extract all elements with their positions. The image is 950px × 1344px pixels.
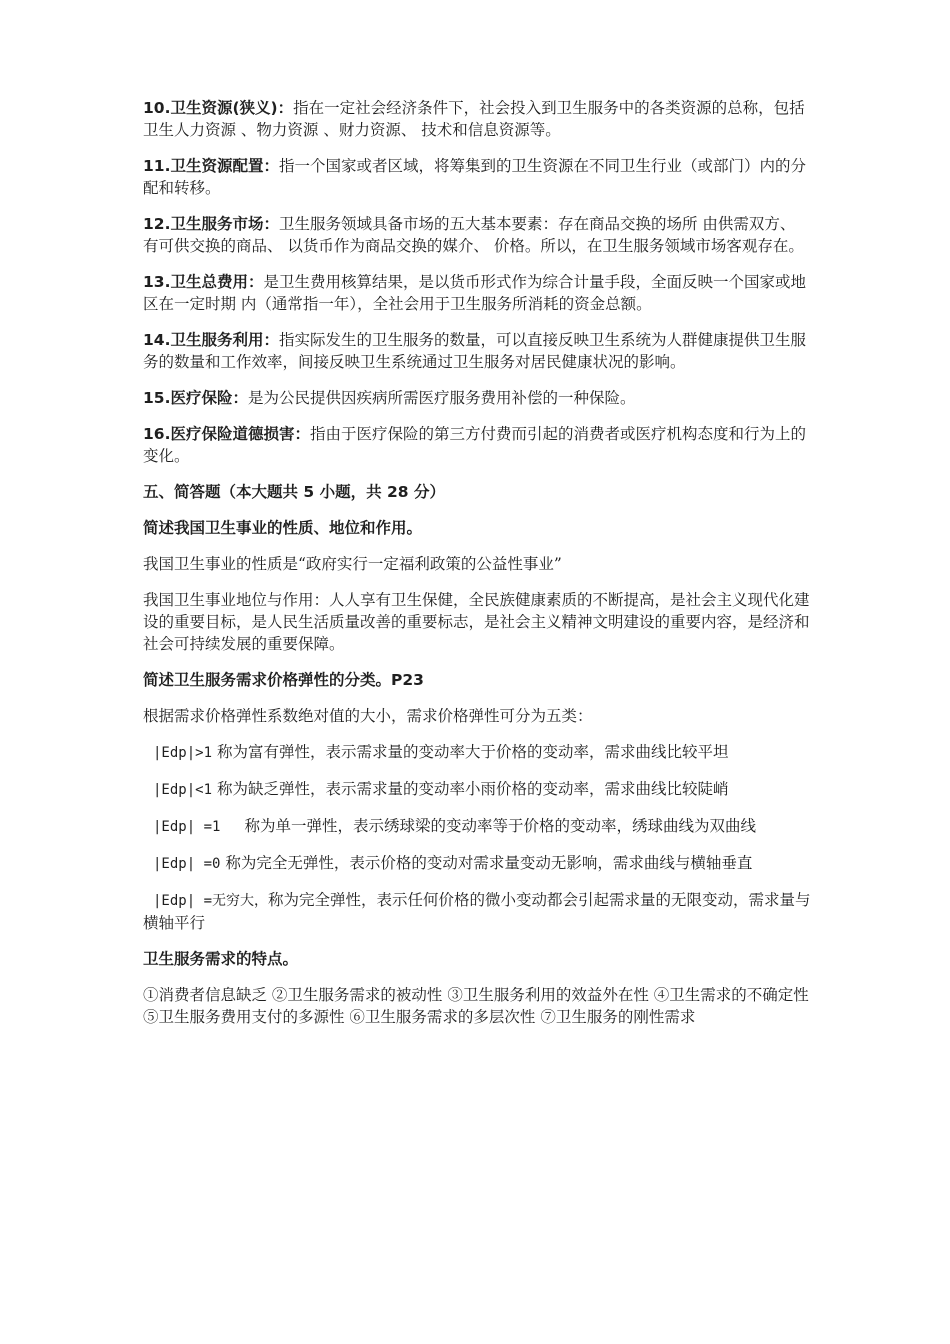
elasticity-item-2 xyxy=(143,778,813,801)
definition-term: 12.卫生服务市场： xyxy=(143,215,279,233)
elasticity-formula: |Edp|>1 xyxy=(153,745,213,761)
question-3-features: ①消费者信息缺乏 ②卫生服务需求的被动性 ③卫生服务利用的效益外在性 ④卫生需求的不确定性 ⑤卫生服务费用支付的多源性 ⑥卫生服务需求的多层次性 ⑦卫生服务的刚性需求 xyxy=(143,986,809,1026)
definition-text: 指实际发生的卫生服务的数量，可以直接反映卫生系统为人群健康提供卫生服务的数量和工作效率，间接反映卫生系统通过卫生服务对居民健康状况的影响。 xyxy=(143,331,806,371)
definition-term: 15.医疗保险： xyxy=(143,389,248,407)
definition-term: 11.卫生资源配置： xyxy=(143,157,279,175)
definition-11 xyxy=(143,155,813,199)
definition-term: 16.医疗保险道德损害： xyxy=(143,425,310,443)
elasticity-formula: |Edp| =无穷大， xyxy=(153,893,269,909)
question-1-role: 我国卫生事业地位与作用：人人享有卫生保健，全民族健康素质的不断提高，是社会主义现代化建设的重要目标，是人民生活质量改善的重要标志，是社会主义精神文明建设的重要内容，是经济和社会可持续发展的重要保障。 xyxy=(143,591,810,653)
definition-14 xyxy=(143,329,813,373)
elasticity-text: 称为缺乏弹性，表示需求量的变动率小雨价格的变动率，需求曲线比较陡峭 xyxy=(216,780,729,798)
definition-text: 指一个国家或者区域，将筹集到的卫生资源在不同卫生行业（或部门）内的分配和转移。 xyxy=(143,157,806,197)
elasticity-item-5 xyxy=(143,889,813,934)
elasticity-item-1 xyxy=(143,741,813,764)
elasticity-formula: |Edp|<1 xyxy=(153,782,213,798)
definition-text: 是为公民提供因疾病所需医疗服务费用补偿的一种保险。 xyxy=(247,389,636,407)
elasticity-item-4 xyxy=(143,852,813,875)
definition-term: 13.卫生总费用： xyxy=(143,273,264,291)
definition-15 xyxy=(143,387,813,409)
elasticity-text: 称为完全无弹性，表示价格的变动对需求量变动无影响，需求曲线与横轴垂直 xyxy=(225,854,753,872)
question-3-title: 卫生服务需求的特点。 xyxy=(143,950,299,968)
elasticity-item-3 xyxy=(143,815,813,838)
definition-16 xyxy=(143,423,813,467)
definition-12 xyxy=(143,213,813,257)
definition-term: 10.卫生资源(狭义)： xyxy=(143,99,294,117)
definition-text: 指由于医疗保险的第三方付费而引起的消费者或医疗机构态度和行为上的变化。 xyxy=(143,425,806,465)
question-1-nature: 我国卫生事业的性质是“政府实行一定福利政策的公益性事业” xyxy=(143,555,562,573)
question-1-title: 简述我国卫生事业的性质、地位和作用。 xyxy=(143,519,423,537)
question-2-title: 简述卫生服务需求价格弹性的分类。P23 xyxy=(143,671,424,689)
definition-text: 卫生服务领域具备市场的五大基本要素：存在商品交换的场所 由供需双方、 有可供交换的商品、 以货币作为商品交换的媒介、 价格。所以，在卫生服务领域市场客观存在。 xyxy=(143,215,804,255)
elasticity-text: 称为富有弹性，表示需求量的变动率大于价格的变动率，需求曲线比较平坦 xyxy=(216,743,729,761)
elasticity-formula: |Edp| =1 xyxy=(153,819,221,835)
document-content xyxy=(143,97,813,1042)
question-2-intro: 根据需求价格弹性系数绝对值的大小，需求价格弹性可分为五类： xyxy=(143,707,593,725)
definition-text: 是卫生费用核算结果，是以货币形式作为综合计量手段，全面反映一个国家或地区在一定时期 内（通常指一年），全社会用于卫生服务所消耗的资金总额。 xyxy=(143,273,806,313)
section-title: 五、简答题（本大题共 5 小题，共 28 分） xyxy=(143,483,445,501)
definition-text: 指在一定社会经济条件下，社会投入到卫生服务中的各类资源的总称，包括卫生人力资源 、物力资源 、财力资源、 技术和信息资源等。 xyxy=(143,99,805,139)
definition-term: 14.卫生服务利用： xyxy=(143,331,279,349)
elasticity-text: 称为单一弹性，表示绣球梁的变动率等于价格的变动率，绣球曲线为双曲线 xyxy=(244,817,756,835)
definition-13 xyxy=(143,271,813,315)
elasticity-text: 称为完全弹性，表示任何价格的微小变动都会引起需求量的无限变动，需求量与横轴平行 xyxy=(143,891,811,932)
elasticity-formula: |Edp| =0 xyxy=(153,856,221,872)
definition-10 xyxy=(143,97,813,141)
